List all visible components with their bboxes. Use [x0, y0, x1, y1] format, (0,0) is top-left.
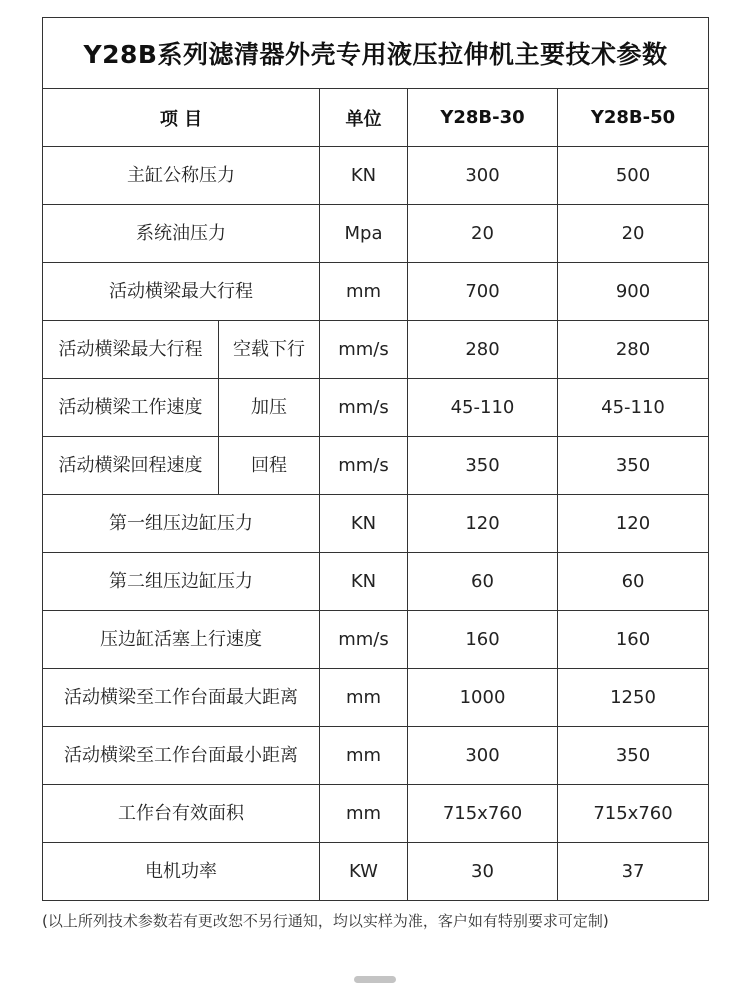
- header-row: [43, 89, 709, 147]
- value-cell-model-a: 350: [408, 437, 558, 495]
- unit-cell: KN: [320, 553, 408, 611]
- value-cell-model-a: 45-110: [408, 379, 558, 437]
- header-model-b: Y28B-50: [558, 89, 709, 147]
- unit-cell: mm: [320, 727, 408, 785]
- value-cell-model-b: 900: [558, 263, 709, 321]
- table-row: [43, 553, 709, 611]
- unit-cell: mm/s: [320, 611, 408, 669]
- param-cell: 活动横梁至工作台面最大距离: [43, 669, 320, 727]
- value-cell-model-a: 30: [408, 843, 558, 901]
- value-cell-model-b: 350: [558, 727, 709, 785]
- unit-cell: mm: [320, 669, 408, 727]
- param-cell: 活动横梁最大行程: [43, 263, 320, 321]
- value-cell-model-a: 20: [408, 205, 558, 263]
- header-unit: 单位: [320, 89, 408, 147]
- value-cell-model-b: 60: [558, 553, 709, 611]
- table-row: [43, 727, 709, 785]
- unit-cell: mm: [320, 785, 408, 843]
- param-cell: 工作台有效面积: [43, 785, 320, 843]
- param-cell: 活动横梁最大行程: [43, 321, 219, 379]
- table-row: [43, 843, 709, 901]
- value-cell-model-b: 37: [558, 843, 709, 901]
- value-cell-model-b: 1250: [558, 669, 709, 727]
- table-row: [43, 611, 709, 669]
- value-cell-model-b: 715x760: [558, 785, 709, 843]
- value-cell-model-b: 45-110: [558, 379, 709, 437]
- value-cell-model-a: 280: [408, 321, 558, 379]
- sub-param-cell: 加压: [219, 379, 320, 437]
- header-item: 项 目: [43, 89, 320, 147]
- value-cell-model-a: 300: [408, 727, 558, 785]
- param-cell: 活动横梁至工作台面最小距离: [43, 727, 320, 785]
- param-cell: 主缸公称压力: [43, 147, 320, 205]
- table-row: [43, 495, 709, 553]
- param-cell: 电机功率: [43, 843, 320, 901]
- sub-param-cell: 回程: [219, 437, 320, 495]
- header-model-a: Y28B-30: [408, 89, 558, 147]
- unit-cell: mm/s: [320, 437, 408, 495]
- param-cell: 第一组压边缸压力: [43, 495, 320, 553]
- value-cell-model-b: 350: [558, 437, 709, 495]
- value-cell-model-a: 120: [408, 495, 558, 553]
- table-row: [43, 205, 709, 263]
- table-row: [43, 263, 709, 321]
- table-row: [43, 379, 709, 437]
- param-cell: 第二组压边缸压力: [43, 553, 320, 611]
- unit-cell: KW: [320, 843, 408, 901]
- value-cell-model-a: 300: [408, 147, 558, 205]
- value-cell-model-a: 60: [408, 553, 558, 611]
- table-row: [43, 785, 709, 843]
- unit-cell: Mpa: [320, 205, 408, 263]
- value-cell-model-a: 715x760: [408, 785, 558, 843]
- param-cell: 活动横梁回程速度: [43, 437, 219, 495]
- param-cell: 活动横梁工作速度: [43, 379, 219, 437]
- sub-param-cell: 空载下行: [219, 321, 320, 379]
- table-row: [43, 321, 709, 379]
- footnote: (以上所列技术参数若有更改恕不另行通知，均以实样为准，客户如有特别要求可定制): [42, 912, 609, 930]
- value-cell-model-a: 160: [408, 611, 558, 669]
- table-row: [43, 147, 709, 205]
- value-cell-model-a: 1000: [408, 669, 558, 727]
- table-row: [43, 437, 709, 495]
- value-cell-model-b: 160: [558, 611, 709, 669]
- unit-cell: KN: [320, 495, 408, 553]
- value-cell-model-b: 20: [558, 205, 709, 263]
- unit-cell: mm/s: [320, 321, 408, 379]
- unit-cell: KN: [320, 147, 408, 205]
- table-row: [43, 669, 709, 727]
- value-cell-model-b: 500: [558, 147, 709, 205]
- param-cell: 压边缸活塞上行速度: [43, 611, 320, 669]
- spec-table: [42, 17, 709, 901]
- param-cell: 系统油压力: [43, 205, 320, 263]
- value-cell-model-b: 120: [558, 495, 709, 553]
- unit-cell: mm/s: [320, 379, 408, 437]
- scroll-indicator[interactable]: [354, 976, 396, 983]
- value-cell-model-b: 280: [558, 321, 709, 379]
- value-cell-model-a: 700: [408, 263, 558, 321]
- unit-cell: mm: [320, 263, 408, 321]
- table-title: Y28B系列滤清器外壳专用液压拉伸机主要技术参数: [43, 18, 709, 89]
